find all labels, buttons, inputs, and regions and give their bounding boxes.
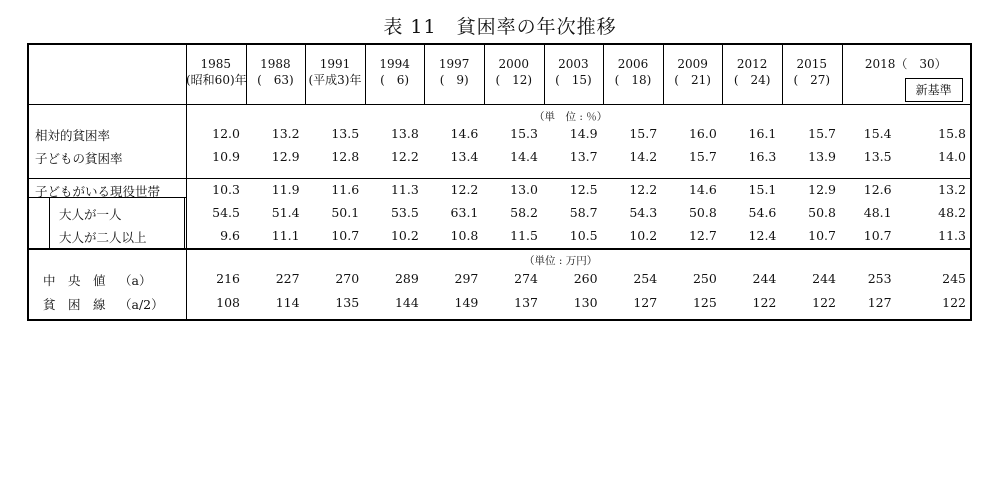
value-cell: 14.2 [629, 149, 658, 164]
header-era: (平成3)年 [308, 73, 362, 87]
header-era: ( 15) [555, 73, 592, 87]
header-year: 2009 [677, 57, 708, 71]
value-cell: 53.5 [390, 205, 419, 220]
value-cell: 13.5 [863, 149, 892, 164]
row-label: 相対的貧困率 [35, 128, 111, 143]
value-cell: 14.9 [569, 126, 598, 141]
row-label-sub: （a/2） [119, 297, 164, 312]
value-cell: 51.4 [271, 205, 300, 220]
value-cell: 216 [216, 271, 240, 286]
value-cell: 244 [812, 271, 836, 286]
value-cell: 10.5 [569, 228, 598, 243]
value-cell: 12.6 [863, 182, 892, 197]
value-cell: 14.0 [938, 149, 966, 164]
value-cell: 10.7 [808, 228, 836, 243]
value-cell: 15.4 [863, 126, 892, 141]
value-cell: 12.5 [569, 182, 598, 197]
value-cell: 11.9 [271, 182, 300, 197]
value-cell: 50.8 [808, 205, 836, 220]
header-year: 1997 [438, 57, 470, 71]
header-era: ( 27) [793, 73, 831, 87]
value-cell: 12.7 [688, 228, 717, 243]
section-divider [29, 178, 970, 179]
value-cell: 15.8 [938, 126, 966, 141]
value-cell: 12.2 [390, 149, 419, 164]
poverty-rate-table [27, 43, 972, 321]
value-cell: 48.1 [863, 205, 892, 220]
header-era: ( 21) [674, 73, 711, 87]
header-year: 1991 [319, 57, 351, 71]
value-cell: 297 [454, 271, 479, 286]
row-label-sub: （a） [119, 273, 152, 288]
value-cell: 13.8 [390, 126, 419, 141]
header-era: (昭和60)年 [186, 73, 247, 87]
value-cell: 12.2 [450, 182, 479, 197]
header-year: 1994 [379, 57, 410, 71]
header-year-2018: 2018（ 30） [864, 57, 947, 71]
value-cell: 15.7 [808, 126, 836, 141]
value-cell: 127 [867, 295, 892, 310]
unit-percent: （単 位 : ％） [534, 111, 608, 123]
header-year: 2012 [736, 57, 768, 71]
subgroup-left [49, 197, 50, 248]
value-cell: 10.2 [390, 228, 419, 243]
value-cell: 122 [752, 295, 777, 310]
value-cell: 137 [514, 295, 538, 310]
value-cell: 135 [335, 295, 360, 310]
value-cell: 54.5 [212, 205, 240, 220]
value-cell: 244 [752, 271, 777, 286]
header-era: ( 12) [495, 73, 533, 87]
header-year: 2015 [796, 57, 828, 71]
value-cell: 13.7 [569, 149, 598, 164]
value-cell: 54.6 [748, 205, 777, 220]
value-cell: 12.4 [748, 228, 777, 243]
value-cell: 130 [573, 295, 598, 310]
row-label: 大人が二人以上 [59, 230, 147, 245]
value-cell: 270 [335, 271, 360, 286]
value-cell: 127 [633, 295, 658, 310]
value-cell: 122 [942, 295, 966, 310]
value-cell: 10.7 [331, 228, 360, 243]
value-cell: 15.1 [748, 182, 777, 197]
value-cell: 14.4 [510, 149, 538, 164]
value-cell: 58.7 [569, 205, 598, 220]
value-cell: 250 [692, 271, 717, 286]
value-cell: 13.2 [271, 126, 300, 141]
value-cell: 10.7 [863, 228, 892, 243]
value-cell: 125 [692, 295, 717, 310]
value-cell: 289 [394, 271, 419, 286]
value-cell: 254 [633, 271, 658, 286]
value-cell: 12.8 [331, 149, 360, 164]
value-cell: 13.4 [450, 149, 479, 164]
header-new-standard: 新基準 [905, 78, 963, 102]
unit-yen: （単位 : 万円） [524, 255, 598, 267]
subgroup-right [184, 197, 185, 248]
value-cell: 16.1 [748, 126, 777, 141]
header-era: ( 63) [257, 73, 294, 87]
value-cell: 13.2 [938, 182, 966, 197]
value-cell: 13.0 [510, 182, 538, 197]
header-year: 1985 [200, 57, 232, 71]
row-label: 子どもの貧困率 [35, 151, 123, 166]
value-cell: 16.3 [748, 149, 777, 164]
value-cell: 9.6 [220, 228, 240, 243]
value-cell: 12.9 [271, 149, 300, 164]
value-cell: 12.0 [212, 126, 240, 141]
value-cell: 11.5 [510, 228, 538, 243]
value-cell: 10.3 [212, 182, 240, 197]
row-label: 貧 困 線 [43, 297, 106, 312]
value-cell: 149 [454, 295, 479, 310]
value-cell: 13.9 [808, 149, 836, 164]
header-divider [29, 104, 970, 105]
header-era: ( 18) [614, 73, 652, 87]
value-cell: 10.8 [450, 228, 479, 243]
value-cell: 12.2 [629, 182, 658, 197]
value-cell: 144 [394, 295, 419, 310]
row-label: 中 央 値 [43, 273, 106, 288]
value-cell: 10.9 [212, 149, 240, 164]
header-era: ( 6) [380, 73, 410, 87]
header-year: 1988 [260, 57, 291, 71]
value-cell: 122 [812, 295, 836, 310]
value-cell: 50.1 [331, 205, 360, 220]
header-year: 2000 [498, 57, 530, 71]
value-cell: 13.5 [331, 126, 360, 141]
header-era: ( 24) [733, 73, 771, 87]
value-cell: 108 [216, 295, 240, 310]
value-cell: 58.2 [510, 205, 538, 220]
value-cell: 12.9 [808, 182, 836, 197]
value-cell: 227 [275, 271, 300, 286]
value-cell: 14.6 [688, 182, 717, 197]
value-cell: 16.0 [688, 126, 717, 141]
header-era: ( 9) [439, 73, 469, 87]
value-cell: 10.2 [629, 228, 658, 243]
value-cell: 11.6 [331, 182, 360, 197]
value-cell: 15.3 [510, 126, 538, 141]
value-cell: 14.6 [450, 126, 479, 141]
value-cell: 11.3 [390, 182, 419, 197]
section-divider [29, 248, 970, 250]
value-cell: 63.1 [450, 205, 479, 220]
value-cell: 253 [867, 271, 892, 286]
value-cell: 48.2 [938, 205, 966, 220]
header-year: 2006 [617, 57, 649, 71]
value-cell: 11.1 [271, 228, 300, 243]
header-column-divider [842, 45, 843, 104]
value-cell: 15.7 [688, 149, 717, 164]
value-cell: 54.3 [629, 205, 658, 220]
value-cell: 15.7 [629, 126, 658, 141]
page-title: 表 11 貧困率の年次推移 [383, 16, 617, 38]
value-cell: 245 [942, 271, 966, 286]
value-cell: 114 [275, 295, 300, 310]
value-cell: 50.8 [688, 205, 717, 220]
row-label: 子どもがいる現役世帯 [35, 184, 161, 199]
value-cell: 260 [573, 271, 598, 286]
header-year: 2003 [558, 57, 589, 71]
row-label: 大人が一人 [59, 207, 122, 222]
value-cell: 274 [514, 271, 538, 286]
value-cell: 11.3 [938, 228, 966, 243]
